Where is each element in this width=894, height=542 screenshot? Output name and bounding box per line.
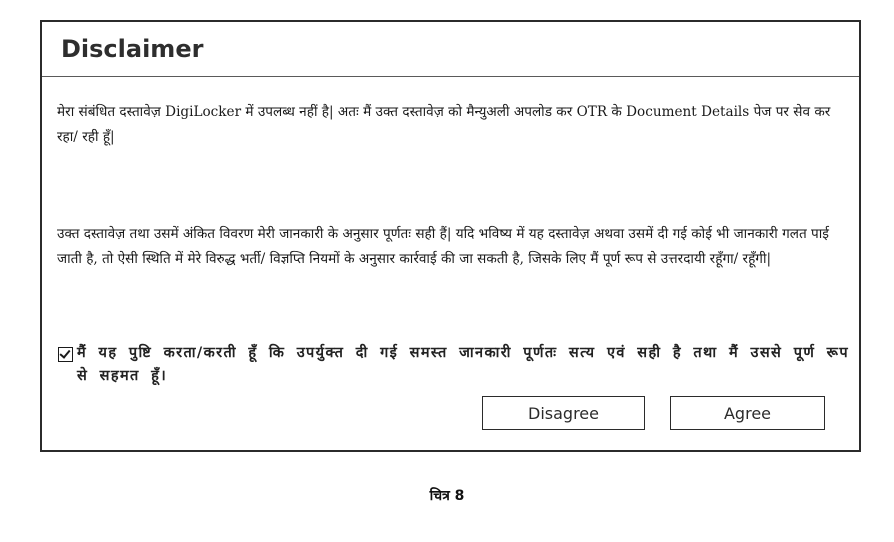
confirmation-row <box>58 342 850 388</box>
title-divider <box>42 76 859 77</box>
confirm-checkbox[interactable] <box>58 347 73 362</box>
disclaimer-paragraph-2: उक्त दस्तावेज़ तथा उसमें अंकित विवरण मेरी जानकारी के अनुसार पूर्णतः सही हैं| यदि भविष्य में यह दस्तावेज़ अथवा उसमें दी गई कोई भी जानकारी गलत पाई जाती है, तो ऐसी स्थिति में मेरे विरुद्ध भर्ती/ विज्ञप्ति नियमों के अनुसार कार्रवाई की जा सकती है, जिसके लिए मैं पूर्ण रूप से उत्तरदायी रहूँगा/ रहूँगी| <box>57 226 829 267</box>
dialog-bottom-border <box>40 450 861 452</box>
agree-button[interactable]: Agree <box>670 396 825 430</box>
confirm-label: मैं यह पुष्टि करता/करती हूँ कि उपर्युक्त दी गई समस्त जानकारी पूर्णतः सत्य एवं सही है तथा मैं उससे पूर्ण रूप से सहमत हूँ। <box>77 345 849 384</box>
disagree-button[interactable]: Disagree <box>482 396 645 430</box>
disclaimer-dialog <box>40 20 861 452</box>
disclaimer-paragraph-1: मेरा संबंधित दस्तावेज़ DigiLocker में उपलब्ध नहीं है| अतः मैं उक्त दस्तावेज़ को मैन्युअली अपलोड कर OTR के Document Details पेज पर सेव कर रहा/ रही हूँ| <box>57 104 831 145</box>
dialog-title: Disclaimer <box>61 35 204 63</box>
figure-caption: चित्र 8 <box>429 488 465 504</box>
